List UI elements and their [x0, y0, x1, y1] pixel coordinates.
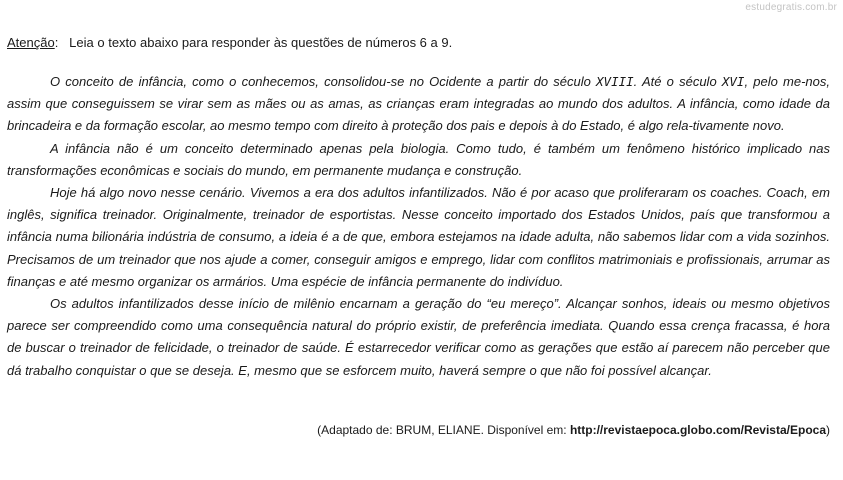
- paragraph-3: Hoje há algo novo nesse cenário. Vivemos a era dos adultos infantilizados. Não é por acaso que proliferaram os coaches. Coach, em inglês, significa treinador. Originalmente, treinador de esportistas. Nesse conceito importado dos Estados Unidos, país que transformou a infância numa bilionária indústria de consumo, a ideia é a de que, embora estejamos na idade adulta, não sabemos lidar com a vida sozinhos. Precisamos de um treinador que nos ajude a comer, conseguir amigos e emprego, lidar com conflitos matrimoniais e profissionais, arrumar as finanças e até mesmo organizar os armários. Uma espécie de infância permanente do indivíduo.: [7, 185, 830, 289]
- attention-label: Atenção: [7, 35, 55, 50]
- attention-instruction: Leia o texto abaixo para responder às questões de números 6 a 9.: [69, 35, 453, 50]
- reading-text: [7, 71, 830, 382]
- source-suffix: ): [826, 423, 830, 437]
- paragraph-1-part-b: . Até o século: [633, 74, 722, 89]
- paragraph-2: A infância não é um conceito determinado apenas pela biologia. Como tudo, é também um fenômeno histórico implicado nas transformações econômicas e sociais do mundo, em permanente mudança e construção.: [7, 140, 830, 178]
- attention-separator: :: [54, 35, 59, 50]
- source-url: http://revistaepoca.globo.com/Revista/Epoca: [569, 423, 826, 437]
- source-citation: [317, 423, 830, 437]
- paragraph-1: [7, 71, 830, 138]
- century-xviii: XVIII: [596, 74, 634, 89]
- site-watermark: estudegratis.com.br: [745, 2, 837, 13]
- paragraph-1-part-a: O conceito de infância, como o conhecemos, consolidou-se no Ocidente a partir do século: [50, 74, 597, 89]
- paragraph-4: Os adultos infantilizados desse início de milênio encarnam a geração do “eu mereço”. Alcançar sonhos, ideais ou mesmo objetivos parece ser compreendido como uma consequência natural do próprio existir, de preferência imediata. Quando essa crença fracassa, é hora de buscar o treinador de felicidade, o treinador de saúde. É estarrecedor verificar como as gerações que estão aí parecem não perceber que dá trabalho conquistar o que se deseja. E, mesmo que se esforcem muito, haverá sempre o que não foi possível alcançar.: [7, 296, 830, 378]
- source-prefix: (Adaptado de: BRUM, ELIANE. Disponível em:: [317, 423, 570, 437]
- attention-header: [7, 35, 452, 50]
- century-xvi: XVI: [721, 74, 745, 89]
- paragraph-1-part-c: , pelo me-nos, assim que conseguissem se virar sem as mães ou as amas, as crianças eram integradas ao mundo dos adultos. A infância, como idade da brincadeira e da formação escolar, ao mesmo tempo com direito à proteção dos pais e depois à do Estado, é algo rela-tivamente novo.: [7, 74, 830, 134]
